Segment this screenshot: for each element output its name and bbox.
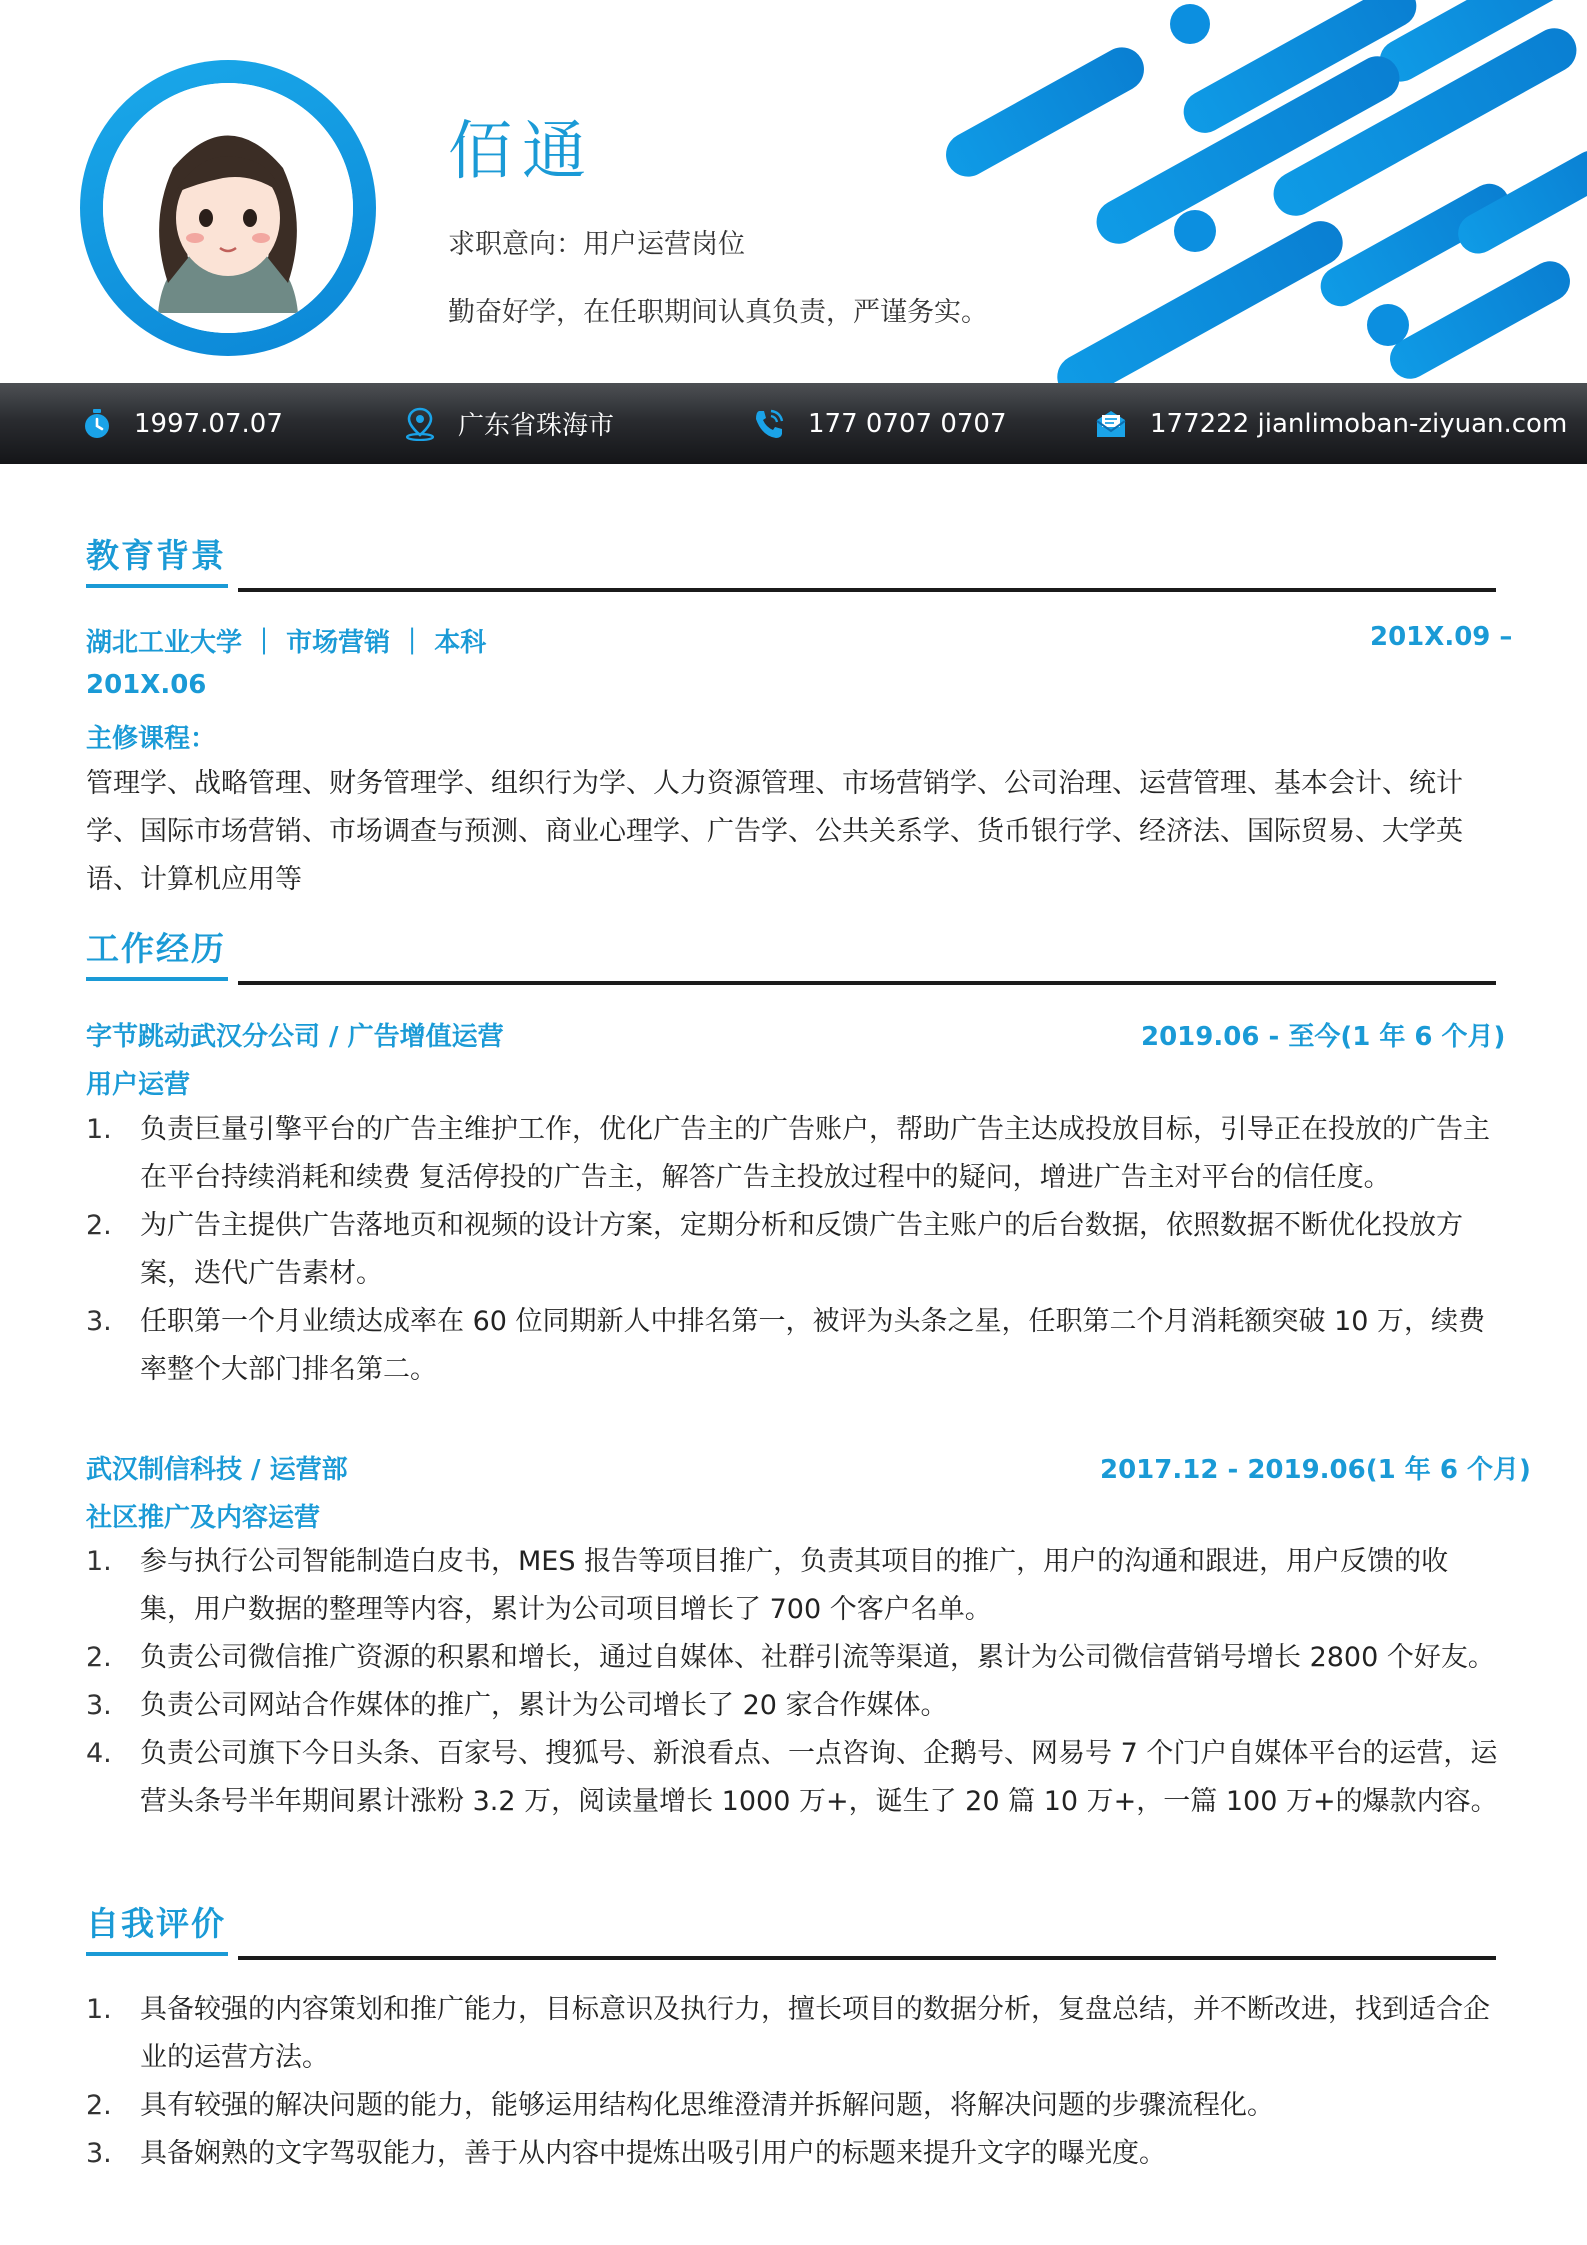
list-item: 3. 任职第一个月业绩达成率在 60 位同期新人中排名第一，被评为头条之星，任职第二个月消耗额突破 10 万，续费率整个大部门排名第二。	[86, 1306, 1486, 1385]
contact-phone	[752, 383, 1007, 464]
job-1-duties	[86, 1106, 1502, 1394]
section-accent-work	[86, 977, 228, 981]
contact-bar	[0, 383, 1587, 464]
list-item: 2. 具有较强的解决问题的能力，能够运用结构化思维澄清并拆解问题，将解决问题的步骤流程化。	[86, 2090, 1274, 2121]
birth-date: 1997.07.07	[134, 408, 283, 439]
section-title-education: 教育背景	[86, 536, 226, 575]
section-accent-self	[86, 1952, 228, 1956]
email-text: 177222 jianlimoban-ziyuan.com	[1150, 408, 1568, 439]
avatar-portrait	[103, 83, 353, 333]
job-role: 用户运营	[86, 1070, 191, 1100]
list-item: 2. 负责公司微信推广资源的积累和增长，通过自媒体、社群引流等渠道，累计为公司微信营销号增长 2800 个好友。	[86, 1642, 1495, 1673]
list-item: 1. 负责巨量引擎平台的广告主维护工作，优化广告主的广告账户，帮助广告主达成投放目标，引导正在投放的广告主在平台持续消耗和续费 复活停投的广告主，解答广告主投放过程中的疑问，增进广告主对平台的信任度。	[86, 1114, 1490, 1193]
phone-icon	[752, 407, 786, 441]
location-text: 广东省珠海市	[458, 411, 615, 441]
job-intent: 求职意向：用户运营岗位	[448, 229, 745, 260]
section-rule-work	[238, 981, 1496, 985]
section-title-self: 自我评价	[86, 1904, 226, 1943]
job-company: 字节跳动武汉分公司 / 广告增值运营	[86, 1022, 504, 1052]
job-date: 2017.12 - 2019.06(1 年 6 个月)	[1100, 1455, 1531, 1485]
list-item: 2. 为广告主提供广告落地页和视频的设计方案，定期分析和反馈广告主账户的后台数据，依照数据不断优化投放方案，迭代广告素材。	[86, 1210, 1463, 1289]
contact-email	[1094, 383, 1567, 464]
courses-text: 管理学、战略管理、财务管理学、组织行为学、人力资源管理、市场营销学、公司治理、运营管理、基本会计、统计学、国际市场营销、市场调查与预测、商业心理学、广告学、公共关系学、货币银行学、经济法、国际贸易、大学英语、计算机应用等	[86, 768, 1463, 895]
list-item: 3. 具备娴熟的文字驾驭能力，善于从内容中提炼出吸引用户的标题来提升文字的曝光度。	[86, 2138, 1166, 2169]
education-date-start: 201X.09 –	[1370, 622, 1513, 652]
list-item: 3. 负责公司网站合作媒体的推广，累计为公司增长了 20 家合作媒体。	[86, 1690, 948, 1721]
courses-label: 主修课程：	[86, 724, 217, 754]
phone-number: 177 0707 0707	[808, 408, 1007, 439]
section-rule-self	[238, 1956, 1496, 1960]
education-date-end: 201X.06	[86, 670, 207, 700]
self-evaluation-list	[86, 1986, 1502, 2178]
contact-location	[404, 383, 614, 464]
job-2-duties	[86, 1538, 1502, 1826]
location-pin-icon	[404, 407, 436, 441]
job-date: 2019.06 - 至今(1 年 6 个月)	[1141, 1022, 1506, 1052]
mail-icon	[1094, 408, 1128, 440]
list-item: 1. 具备较强的内容策划和推广能力，目标意识及执行力，擅长项目的数据分析，复盘总结，并不断改进，找到适合企业的运营方法。	[86, 1994, 1490, 2073]
list-item: 1. 参与执行公司智能制造白皮书，MES 报告等项目推广，负责其项目的推广，用户的沟通和跟进，用户反馈的收集，用户数据的整理等内容，累计为公司项目增长了 700 个客户名单。	[86, 1546, 1449, 1625]
job-company: 武汉制信科技 / 运营部	[86, 1455, 348, 1485]
personal-motto: 勤奋好学，在任职期间认真负责，严谨务实。	[448, 297, 988, 328]
contact-birth	[82, 383, 283, 464]
stopwatch-icon	[82, 408, 112, 440]
list-item: 4. 负责公司旗下今日头条、百家号、搜狐号、新浪看点、一点咨询、企鹅号、网易号 7 个门户自媒体平台的运营，运营头条号半年期间累计涨粉 3.2 万，阅读量增长 1000 万+，诞生了 20 篇 10 万+，一篇 100 万+的爆款内容。	[86, 1738, 1498, 1817]
candidate-name: 佰通	[448, 115, 596, 189]
job-role: 社区推广及内容运营	[86, 1503, 321, 1533]
education-school-line: 湖北工业大学 ｜ 市场营销 ｜ 本科	[86, 628, 487, 658]
section-rule-education	[238, 588, 1496, 592]
avatar	[80, 60, 376, 356]
section-accent-education	[86, 584, 228, 588]
section-title-work: 工作经历	[86, 929, 226, 968]
